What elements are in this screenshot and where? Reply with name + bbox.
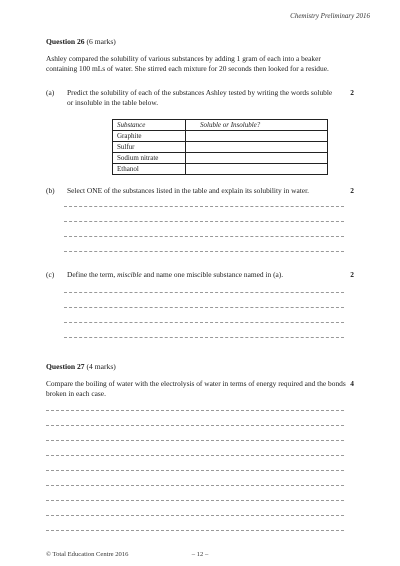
part-b-marks: 2 (350, 186, 354, 195)
table-cell-answer[interactable] (186, 131, 328, 142)
solubility-table (112, 119, 328, 175)
answer-line[interactable] (46, 530, 344, 531)
table-header-substance: Substance (113, 120, 186, 131)
answer-line[interactable] (46, 440, 344, 441)
table-cell-substance: Sulfur (113, 142, 186, 153)
answer-line[interactable] (64, 322, 344, 323)
answer-line[interactable] (46, 485, 344, 486)
table-cell-substance: Sodium nitrate (113, 153, 186, 164)
answer-line[interactable] (46, 500, 344, 501)
footer-copyright: © Total Education Centre 2016 (46, 551, 129, 558)
table-header-solubility: Soluble or Insoluble? (186, 120, 328, 131)
table-row (113, 131, 328, 142)
footer-page-number: – 12 – (191, 551, 209, 558)
answer-line[interactable] (64, 251, 344, 252)
answer-line[interactable] (46, 515, 344, 516)
question-26-heading (46, 37, 116, 46)
answer-line[interactable] (64, 337, 344, 338)
part-a-marks: 2 (350, 88, 354, 97)
table-cell-answer[interactable] (186, 142, 328, 153)
part-c-text (67, 270, 335, 280)
answer-line[interactable] (46, 410, 344, 411)
answer-line[interactable] (64, 236, 344, 237)
answer-line[interactable] (64, 307, 344, 308)
question-27-heading (46, 362, 116, 371)
part-c-label: (c) (46, 270, 55, 279)
table-row (113, 164, 328, 175)
answer-line[interactable] (46, 425, 344, 426)
part-c-text-before: Define the term, (67, 270, 118, 279)
part-a-label: (a) (46, 88, 55, 97)
answer-line[interactable] (46, 455, 344, 456)
table-cell-substance: Graphite (113, 131, 186, 142)
question-26-title: Question 26 (46, 37, 85, 46)
table-header-row (113, 120, 328, 131)
question-26-marks: (6 marks) (86, 37, 116, 46)
question-27-marks: (4 marks) (86, 362, 116, 371)
table-cell-answer[interactable] (186, 153, 328, 164)
part-b-text: Select ONE of the substances listed in the table and explain its solubility in water. (67, 186, 309, 195)
question-27-marks-margin: 4 (350, 379, 354, 388)
question-26-intro: Ashley compared the solubility of various substances by adding 1 gram of each into a beaker containing 100 mLs of water. She stirred each mixture for 20 seconds then looked for a residue. (46, 54, 329, 73)
question-27-text: Compare the boiling of water with the electrolysis of water in terms of energy required and the bonds broken in each case. (46, 379, 346, 398)
answer-line[interactable] (64, 206, 344, 207)
table-cell-answer[interactable] (186, 164, 328, 175)
table-cell-substance: Ethanol (113, 164, 186, 175)
part-c-text-after: and name one miscible substance named in (a). (141, 270, 284, 279)
part-b-label: (b) (46, 186, 55, 195)
answer-line[interactable] (64, 221, 344, 222)
answer-line[interactable] (46, 470, 344, 471)
answer-line[interactable] (64, 292, 344, 293)
part-c-term: miscible (117, 270, 142, 279)
part-a-text: Predict the solubility of each of the substances Ashley tested by writing the words soluble or insoluble in the table below. (67, 88, 333, 107)
question-27-title: Question 27 (46, 362, 85, 371)
part-c-marks: 2 (350, 270, 354, 279)
table-row (113, 153, 328, 164)
running-header: Chemistry Preliminary 2016 (290, 12, 370, 20)
table-row (113, 142, 328, 153)
